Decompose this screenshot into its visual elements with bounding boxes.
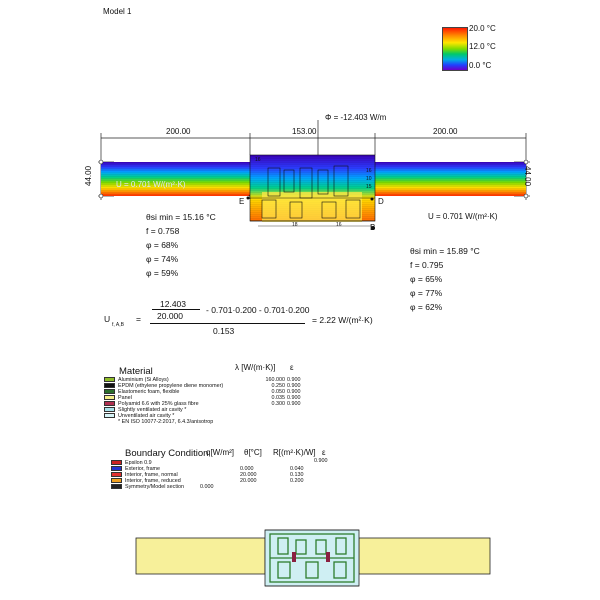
color-scale-mid: 12.0 °C [469, 42, 496, 51]
boundary-col-theta: θ[°C] [244, 448, 262, 457]
heat-flow-label: Φ = -12.403 W/m [325, 113, 387, 122]
left-frsi: f = 0.758 [146, 226, 180, 236]
right-phi100: φ = 77% [410, 288, 443, 298]
material-name: Elastomeric foam, flexible [118, 389, 180, 395]
material-lambda: 0.300 [271, 401, 285, 407]
dim-height-right: 44.00 [523, 166, 532, 187]
boundary-title: Boundary Condition [125, 448, 209, 459]
point-d-label: D [378, 197, 384, 206]
boundary-col-q: q[W/m²] [206, 448, 234, 457]
dim-right: 200.00 [433, 127, 458, 136]
material-eps: 0.900 [287, 377, 301, 383]
inner-dim: 16 [336, 222, 342, 228]
boundary-theta: 0.000 [240, 466, 254, 472]
formula-minus-terms: - 0.701·0.200 - 0.701·0.200 [206, 305, 310, 315]
formula-u-sub: f, A,B [112, 322, 124, 328]
boundary-theta: 20.000 [240, 472, 257, 478]
boundary-r: 0.040 [290, 466, 304, 472]
u-label-right: U = 0.701 W/(m²·K) [428, 212, 498, 221]
material-name: Panel [118, 395, 132, 401]
formula-num-top: 12.403 [160, 299, 186, 309]
boundary-col-r: R[(m²·K)/W] [273, 448, 316, 457]
material-col-eps: ε [290, 363, 294, 372]
right-phi50: φ = 65% [410, 274, 443, 284]
left-phi50: φ = 68% [146, 240, 179, 250]
material-eps: 0.900 [287, 395, 301, 401]
left-phi80: φ = 59% [146, 268, 179, 278]
material-name: Aluminium (Si Alloys) [118, 377, 169, 383]
left-tsi: θsi min = 15.16 °C [146, 212, 216, 222]
formula-denominator: 0.153 [213, 326, 235, 336]
boundary-theta: 20.000 [240, 478, 257, 484]
u-label-left: U = 0.701 W/(m²·K) [116, 180, 186, 189]
boundary-eps-value: 0.900 [314, 458, 328, 464]
boundary-name: Exterior, frame [125, 466, 161, 472]
model-title: Model 1 [103, 7, 132, 16]
right-phi80: φ = 62% [410, 302, 443, 312]
boundary-r: 0.200 [290, 478, 304, 484]
boundary-name: Epsilon 0.9 [125, 460, 152, 466]
inner-dim: 16 [366, 168, 372, 174]
material-eps: 0.900 [287, 389, 301, 395]
boundary-r: 0.130 [290, 472, 304, 478]
boundary-name: Symmetry/Model section [125, 484, 185, 490]
right-frsi: f = 0.795 [410, 260, 444, 270]
right-tsi: θsi min = 15.89 °C [410, 246, 480, 256]
material-lambda: 0.035 [271, 395, 285, 401]
point-b-label: B [370, 223, 376, 232]
formula-eq: = [136, 314, 141, 324]
boundary-q-value: 0.000 [200, 484, 214, 490]
point-marker: 1 [248, 195, 251, 201]
dim-center: 153.00 [292, 127, 317, 136]
material-lambda: 160.000 [265, 377, 285, 383]
material-footnote: * EN ISO 10077-2:2017, 6.4.3/anisotrop [118, 419, 214, 425]
material-name: Slightly ventilated air cavity * [118, 407, 187, 413]
material-lambda: 0.250 [271, 383, 285, 389]
dim-left: 200.00 [166, 127, 191, 136]
material-name: Unventilated air cavity * [118, 413, 175, 419]
material-lambda: 0.050 [271, 389, 285, 395]
inner-dim: 18 [292, 222, 298, 228]
material-eps: 0.900 [287, 401, 301, 407]
material-name: Polyamid 6.6 with 25% glass fibre [118, 401, 199, 407]
inner-dim: 16 [255, 157, 261, 163]
inner-dim: 15 [366, 184, 372, 190]
material-eps: 0.900 [287, 383, 301, 389]
material-name: EPDM (ethylene propylene diene monomer) [118, 383, 224, 389]
dim-height-left: 44.00 [84, 165, 93, 186]
boundary-col-eps: ε [322, 448, 326, 457]
formula-result: = 2.22 W/(m²·K) [312, 315, 373, 325]
material-title: Material [119, 366, 153, 377]
color-scale-min: 0.0 °C [469, 61, 492, 70]
left-phi100: φ = 74% [146, 254, 179, 264]
formula-u: U [104, 314, 111, 324]
boundary-name: Interior, frame, reduced [125, 478, 181, 484]
point-e-label: E [239, 197, 245, 206]
formula-num-bottom: 20.000 [157, 311, 183, 321]
material-col-lambda: λ [W/(m·K)] [235, 363, 276, 372]
color-scale-max: 20.0 °C [469, 24, 496, 33]
boundary-name: Interior, frame, normal [125, 472, 178, 478]
inner-dim: 10 [366, 176, 372, 182]
